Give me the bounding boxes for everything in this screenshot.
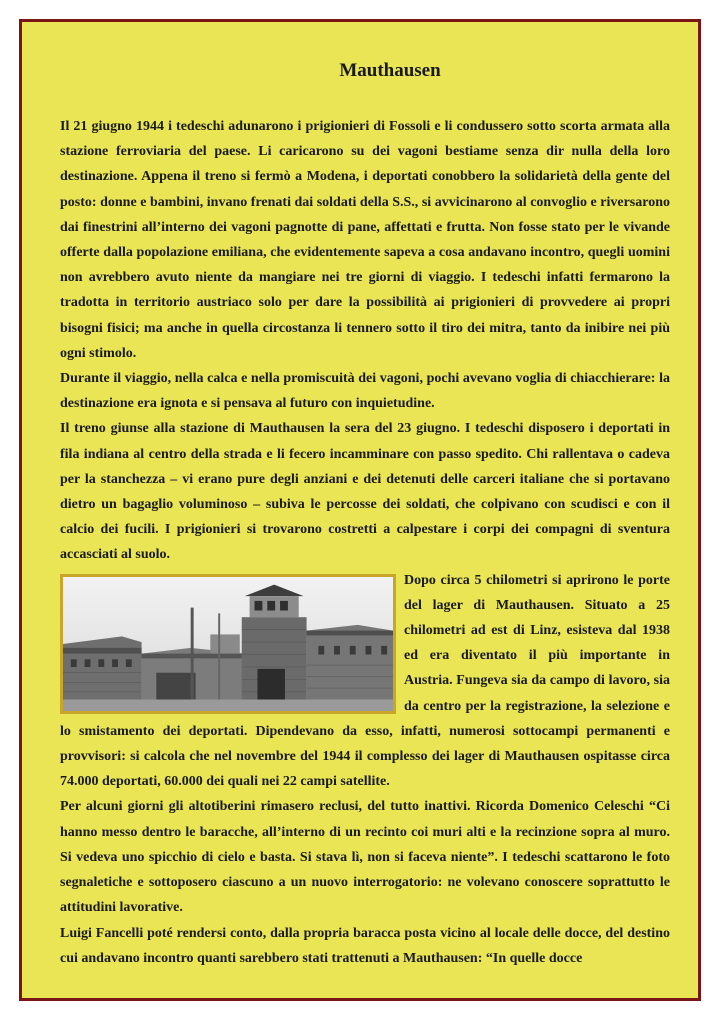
paragraph: Il treno giunse alla stazione di Mauthausen la sera del 23 giugno. I tedeschi disposero i deportati in fila indiana al centro della strada e li fecero incamminare con passo spedito. Chi rallentava o cadeva per la stanchezza – vi erano pure degli anziani e dei detenuti delle carceri italiane che si portavano dietro un bagaglio voluminoso – subiva le percosse dei soldati, che colpivano con scudisci e con il calcio dei fucili. I prigionieri si trovarono costretti a calpestare i corpi dei compagni di sventura accasciati al suolo.	[60, 421, 670, 563]
paragraph: Il 21 giugno 1944 i tedeschi adunarono i prigionieri di Fossoli e li condussero sotto scorta armata alla stazione ferroviaria del paese. Li caricarono su dei vagoni bestiame senza dir nulla della loro destinazione. Appena il treno si fermò a Modena, i deportati conobbero la solidarietà della gente del posto: donne e bambini, invano frenati dai soldati della S.S., si avvicinarono al convoglio e riversarono dai finestrini all’interno dei vagoni pagnotte di pane, affettati e frutta. Non fosse stato per le vivande offerte dalla popolazione emiliana, che evidentemente sapeva a cosa andavano incontro, quegli uomini non avrebbero avuto niente da mangiare nei tre giorni di viaggio. I tedeschi infatti fermarono la tradotta in territorio austriaco solo per dare la possibilità ai prigionieri di provvedere ai propri bisogni fisici; ma anche in quella circostanza li tennero sotto il tiro dei mitra, tanto da inibire nei più ogni stimolo.	[60, 119, 670, 361]
paragraph: Luigi Fancelli poté rendersi conto, dalla propria baracca posta vicino al locale delle docce, del destino cui andavano incontro quanti sarebbero stati trattenuti a Mauthausen: “In quelle docce	[60, 925, 670, 966]
page	[19, 19, 701, 1001]
mauthausen-photo	[60, 574, 396, 714]
paragraph: Dopo circa 5 chilometri si aprirono le porte del lager di Mauthausen. Situato a 25 chilometri ad est di Linz, esisteva dal 1938 ed era diventato il più importante in Austria. Fungeva sia da campo di lavoro, sia da centro per la registrazione, la selezione e lo smistamento dei deportati. Dipendevano da esso, infatti, numerosi sottocampi permanenti e provvisori: si calcola che nel novembre del 1944 il complesso dei lager di Mauthausen ospitasse circa 74.000 deportati, 60.000 dei quali nei 22 campi satellite.	[60, 572, 670, 790]
camp-gate-image	[63, 577, 393, 711]
article-body	[60, 114, 670, 971]
page-title: Mauthausen	[339, 60, 441, 81]
paragraph: Durante il viaggio, nella calca e nella promiscuità dei vagoni, pochi avevano voglia di chiacchierare: la destinazione era ignota e si pensava al futuro con inquietudine.	[60, 371, 670, 412]
paragraph: Per alcuni giorni gli altotiberini rimasero reclusi, del tutto inattivi. Ricorda Domenico Celeschi “Ci hanno messo dentro le baracche, all’interno di un recinto coi muri alti e la recinzione sopra al muro. Si vedeva uno spicchio di cielo e basta. Si stava lì, non si faceva niente”. I tedeschi scattarono le foto segnaletiche e sottoposero ciascuno a un nuovo interrogatorio: ne volevano conoscere soprattutto le attitudini lavorative.	[60, 799, 670, 916]
